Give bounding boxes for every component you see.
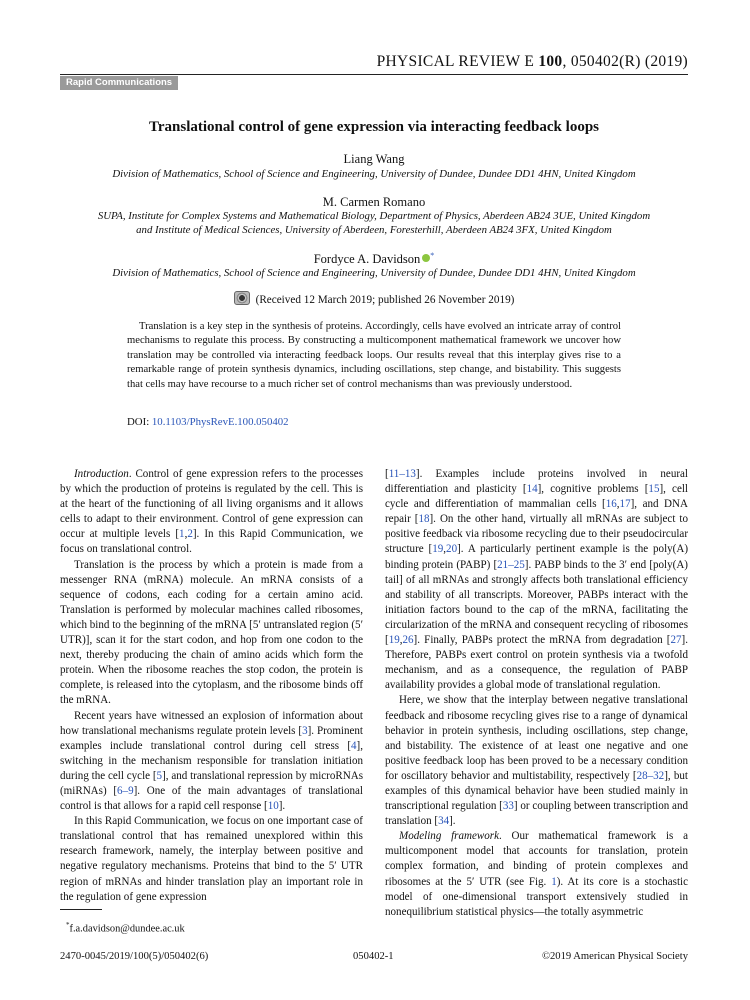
author-name: Liang Wang bbox=[343, 152, 405, 166]
paragraph: Introduction. Control of gene expression refers to the processes by which the production of proteins is regulated by the cell. This is at the heart of the functioning of all living organisms and it allows cells to adapt to their environment. Control of gene expression can occur at multiple levels [1,2]. In this Rapid Communication, we focus on translational control. bbox=[60, 468, 363, 556]
abstract: Translation is a key step in the synthesis of proteins. Accordingly, cells have evolved an intricate array of control mechanisms to regulate this process. By constructing a multicomponent mathematical framework we uncover how translation may be controlled via interacting feedback loops. Our results reveal that this interplay gives rise to a remarkable range of protein synthesis dynamics, including oscillations, step change, and bistability. This suggests that cells may have recourse to a much richer set of control mechanisms than was previously understood. bbox=[127, 321, 621, 390]
section-tab: Rapid Communications bbox=[60, 76, 178, 90]
citation-link[interactable]: 19 bbox=[432, 543, 444, 556]
received-dates: (Received 12 March 2019; published 26 November 2019) bbox=[60, 291, 688, 306]
paragraph: [11–13]. Examples include proteins involved in neural differentiation and plasticity [14], cognitive problems [15], cell cycle and differentiation of mammalian cells [16,17], and DNA repair [18]. On the other hand, virtually all mRNAs are subject to positive feedback via ribosome recycling due to their pseudocircular structure [19,20]. A particularly pertinent example is the poly(A) binding protein (PABP) [21–25]. PABP binds to the 3′ end [poly(A) tail] of all mRNAs and strongly affects both translational efficiency and stability of all transcripts. Moreover, PABPs interact with the initiation factors bound to the cap of the mRNA, facilitating the circularization of the mRNA and consequent recycling of ribosomes [19,26]. Finally, PABPs protect the mRNA from degradation [27]. Therefore, PABPs exert control on protein synthesis via a twofold mechanism, and as a consequence, the regulation of PABP availability provides a global mode of translational regulation. bbox=[385, 468, 689, 692]
author-email[interactable]: f.a.davidson@dundee.ac.uk bbox=[69, 923, 185, 935]
author-affiliation: Division of Mathematics, School of Science and Engineering, University of Dundee, Dundee DD1 4HN, United Kingdom bbox=[112, 168, 636, 180]
body-column-right bbox=[385, 467, 688, 920]
paragraph: Translation is the process by which a protein is made from a messenger RNA (mRNA) molecule. An mRNA consists of a sequence of codons, each coding for a certain amino acid. Translation is performed by molecular machines called ribosomes, which bind to the beginning of the mRNA [5′ untranslated region (5′ UTR)], scan it for the start codon, and hop from one codon to the next, thereby producing the chain of amino acids which form the protein. When the ribosome reaches the stop codon, the protein is complete, is released into the cytoplasm, and the ribosome binds off the mRNA. bbox=[60, 558, 363, 707]
author-affiliation: and Institute of Medical Sciences, University of Aberdeen, Foresterhill, Aberdeen AB24 3FX, United Kingdom bbox=[136, 224, 612, 236]
check-for-updates-icon[interactable] bbox=[234, 291, 250, 305]
citation-link[interactable]: 4 bbox=[351, 739, 357, 752]
paragraph: Recent years have witnessed an explosion of information about how translational mechanisms regulate protein levels [3]. Prominent examples include translational control during cell stress [4], switching in the mechanism responsible for translation initiation during the cell cycle [5], and translational repression by microRNAs (miRNAs) [6–9]. One of the main advantages of translational control is that allows for a rapid cell response [10]. bbox=[60, 709, 364, 813]
header-rule bbox=[60, 74, 688, 75]
footer-copyright: ©2019 American Physical Society bbox=[541, 951, 688, 962]
footer-page-number: 050402-1 bbox=[353, 951, 394, 962]
citation-link[interactable]: 16 bbox=[605, 498, 617, 511]
paragraph: Modeling framework. Our mathematical framework is a multicomponent model that accounts for translation, protein complex formation, and binding of protein complexes and ribosomes at the 5′ UTR (see Fig. 1). At its core is a stochastic model of one-dimensional transport extensively studied in nonequilibrium statistical physics—the totally asymmetric bbox=[385, 830, 689, 918]
citation-link[interactable]: 3 bbox=[302, 724, 308, 737]
body-column-left bbox=[60, 467, 363, 905]
author-name: M. Carmen Romano bbox=[322, 195, 426, 209]
citation-link[interactable]: 34 bbox=[438, 815, 450, 828]
journal-header: PHYSICAL REVIEW E 100, 050402(R) (2019) bbox=[376, 53, 688, 70]
paper-title: Translational control of gene expression via interacting feedback loops bbox=[149, 119, 599, 135]
author-name-row bbox=[60, 251, 688, 267]
citation-link[interactable]: 19 bbox=[388, 634, 400, 647]
paragraph: Here, we show that the interplay between negative translational feedback and ribosome recycling gives rise to a range of dynamical behavior in protein synthesis, including oscillations, step change, and bistability. The existence of at least one negative and one positive feedback loop has been proved to be a necessary condition for oscillatory behavior and multistability, respectively [28–32], but examples of this dynamical behavior have been studied mainly in transcriptional regulation [33] or coupling between transcription and translation [34]. bbox=[385, 694, 688, 828]
citation-link[interactable]: 20 bbox=[446, 543, 458, 556]
citation-link[interactable]: 28–32 bbox=[636, 769, 665, 782]
footnote-link[interactable]: * bbox=[430, 251, 435, 260]
citation-link[interactable]: 11–13 bbox=[388, 468, 416, 480]
footnote: *f.a.davidson@dundee.ac.uk bbox=[66, 921, 185, 935]
figure-link[interactable]: 1 bbox=[551, 875, 557, 888]
doi-link[interactable]: 10.1103/PhysRevE.100.050402 bbox=[151, 416, 289, 428]
citation-link[interactable]: 5 bbox=[156, 769, 163, 782]
citation-link[interactable]: 14 bbox=[526, 483, 538, 496]
author-affiliation: SUPA, Institute for Complex Systems and Mathematical Biology, Department of Physics, Aberdeen AB24 3UE, United Kingdom bbox=[97, 210, 651, 222]
citation-link[interactable]: 18 bbox=[418, 513, 430, 526]
citation-link[interactable]: 10 bbox=[267, 800, 279, 813]
citation-link[interactable]: 33 bbox=[502, 800, 514, 813]
citation-link[interactable]: 27 bbox=[670, 634, 682, 647]
doi-line: DOI: 10.1103/PhysRevE.100.050402 bbox=[127, 416, 289, 428]
citation-link[interactable]: 6–9 bbox=[117, 784, 134, 797]
citation-link[interactable]: 21–25 bbox=[497, 558, 525, 571]
citation-link[interactable]: 1 bbox=[179, 528, 185, 541]
footnote-rule bbox=[60, 909, 102, 910]
footer-issn: 2470-0045/2019/100(5)/050402(6) bbox=[60, 951, 209, 962]
author-name: Fordyce A. Davidson bbox=[313, 252, 421, 266]
citation-link[interactable]: 26 bbox=[402, 634, 414, 647]
author-affiliation: Division of Mathematics, School of Science and Engineering, University of Dundee, Dundee DD1 4HN, United Kingdom bbox=[112, 267, 636, 279]
citation-link[interactable]: 2 bbox=[187, 528, 193, 541]
paragraph: In this Rapid Communication, we focus on one important case of translational control that has remained unexplored within this research framework, namely, the interplay between positive and negative regulatory mechanisms. Proteins that bind to the 5′ UTR region of mRNAs and hinder translation play an important role in the regulation of gene expression bbox=[60, 815, 363, 903]
citation-link[interactable]: 17 bbox=[619, 498, 631, 511]
citation-link[interactable]: 15 bbox=[648, 483, 660, 496]
